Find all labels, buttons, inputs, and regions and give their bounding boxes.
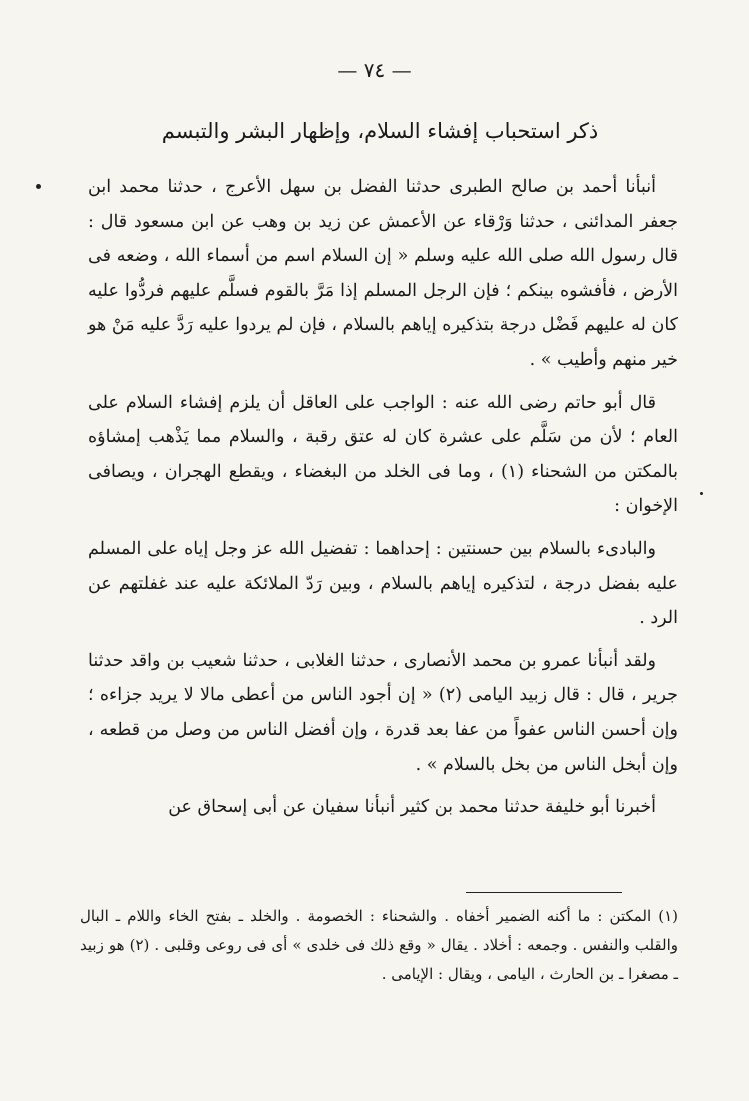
footnote-divider	[466, 892, 622, 893]
ink-speck	[36, 184, 41, 189]
footnotes	[80, 902, 678, 989]
paragraph: والبادىء بالسلام بين حسنتين : إحداهما : تفضيل الله عز وجل إياه على المسلم عليه بفضل درجة ، لتذكيره إياهم بالسلام ، وبين رَدّ الملائكة عليه عند غفلتهم عن الرد .	[88, 538, 678, 629]
footnote: (١) المكتن : ما أكنه الضمير أخفاه . والشحناء : الخصومة . والخلد ـ بفتح الخاء واللام ـ البال والقلب والنفس . وجمعه : أخلاد . يقال « وقع ذلك فى خلدى » أى فى روعى وقلبى . (٢) هو زبيد ـ مصغرا ـ بن الحارث ، اليامى ، ويقال : الإيامى .	[80, 907, 678, 983]
paragraph: ولقد أنبأنا عمرو بن محمد الأنصارى ، حدثنا الغلابى ، حدثنا شعيب بن واقد حدثنا جرير ، قال : قال زبيد اليامى (٢) « إن أجود الناس من أعطى مالا لا يريد جزاءه ؛ وإن أحسن الناس عفواً من عفا بعد قدرة ، وإن أفضل الناس من وصل من قطعه ، وإن أبخل الناس من بخل بالسلام » .	[88, 650, 678, 775]
page-number: — ٧٤ —	[337, 58, 412, 82]
paragraph: أخبرنا أبو خليفة حدثنا محمد بن كثير أنبأنا سفيان عن أبى إسحاق عن	[168, 797, 656, 818]
paragraph: أنبأنا أحمد بن صالح الطبرى حدثنا الفضل بن سهل الأعرج ، حدثنا محمد ابن جعفر المدائنى ، حدثنا وَرْقاء عن الأعمش عن زيد بن وهب عن ابن مسعود قال : قال رسول الله صلى الله عليه وسلم « إن السلام اسم من أسماء الله ، وضعه فى الأرض ، فأفشوه بينكم ؛ فإن الرجل المسلم إذا مَرَّ بالقوم فسلَّم عليهم فردُّوا عليه كان له عليهم فَضْل درجة بتذكيره إياهم بالسلام ، فإن لم يردوا عليه رَدَّ عليه مَنْ هو خير منهم وأطيب » .	[88, 177, 678, 370]
main-text	[88, 170, 678, 825]
chapter-title: ذكر استحباب إفشاء السلام، وإظهار البشر والتبسم	[161, 119, 599, 143]
paragraph: قال أبو حاتم رضى الله عنه : الواجب على العاقل أن يلزم إفشاء السلام على العام ؛ لأن من سَلَّم على عشرة كان له عتق رقبة ، والسلام مما يَذْهب إمشاؤه بالمكتن من الشحناء (١) ، وما فى الخلد من البغضاء ، ويقطع الهجران ، ويصافى الإخوان :	[88, 392, 678, 517]
ink-speck	[700, 492, 703, 495]
